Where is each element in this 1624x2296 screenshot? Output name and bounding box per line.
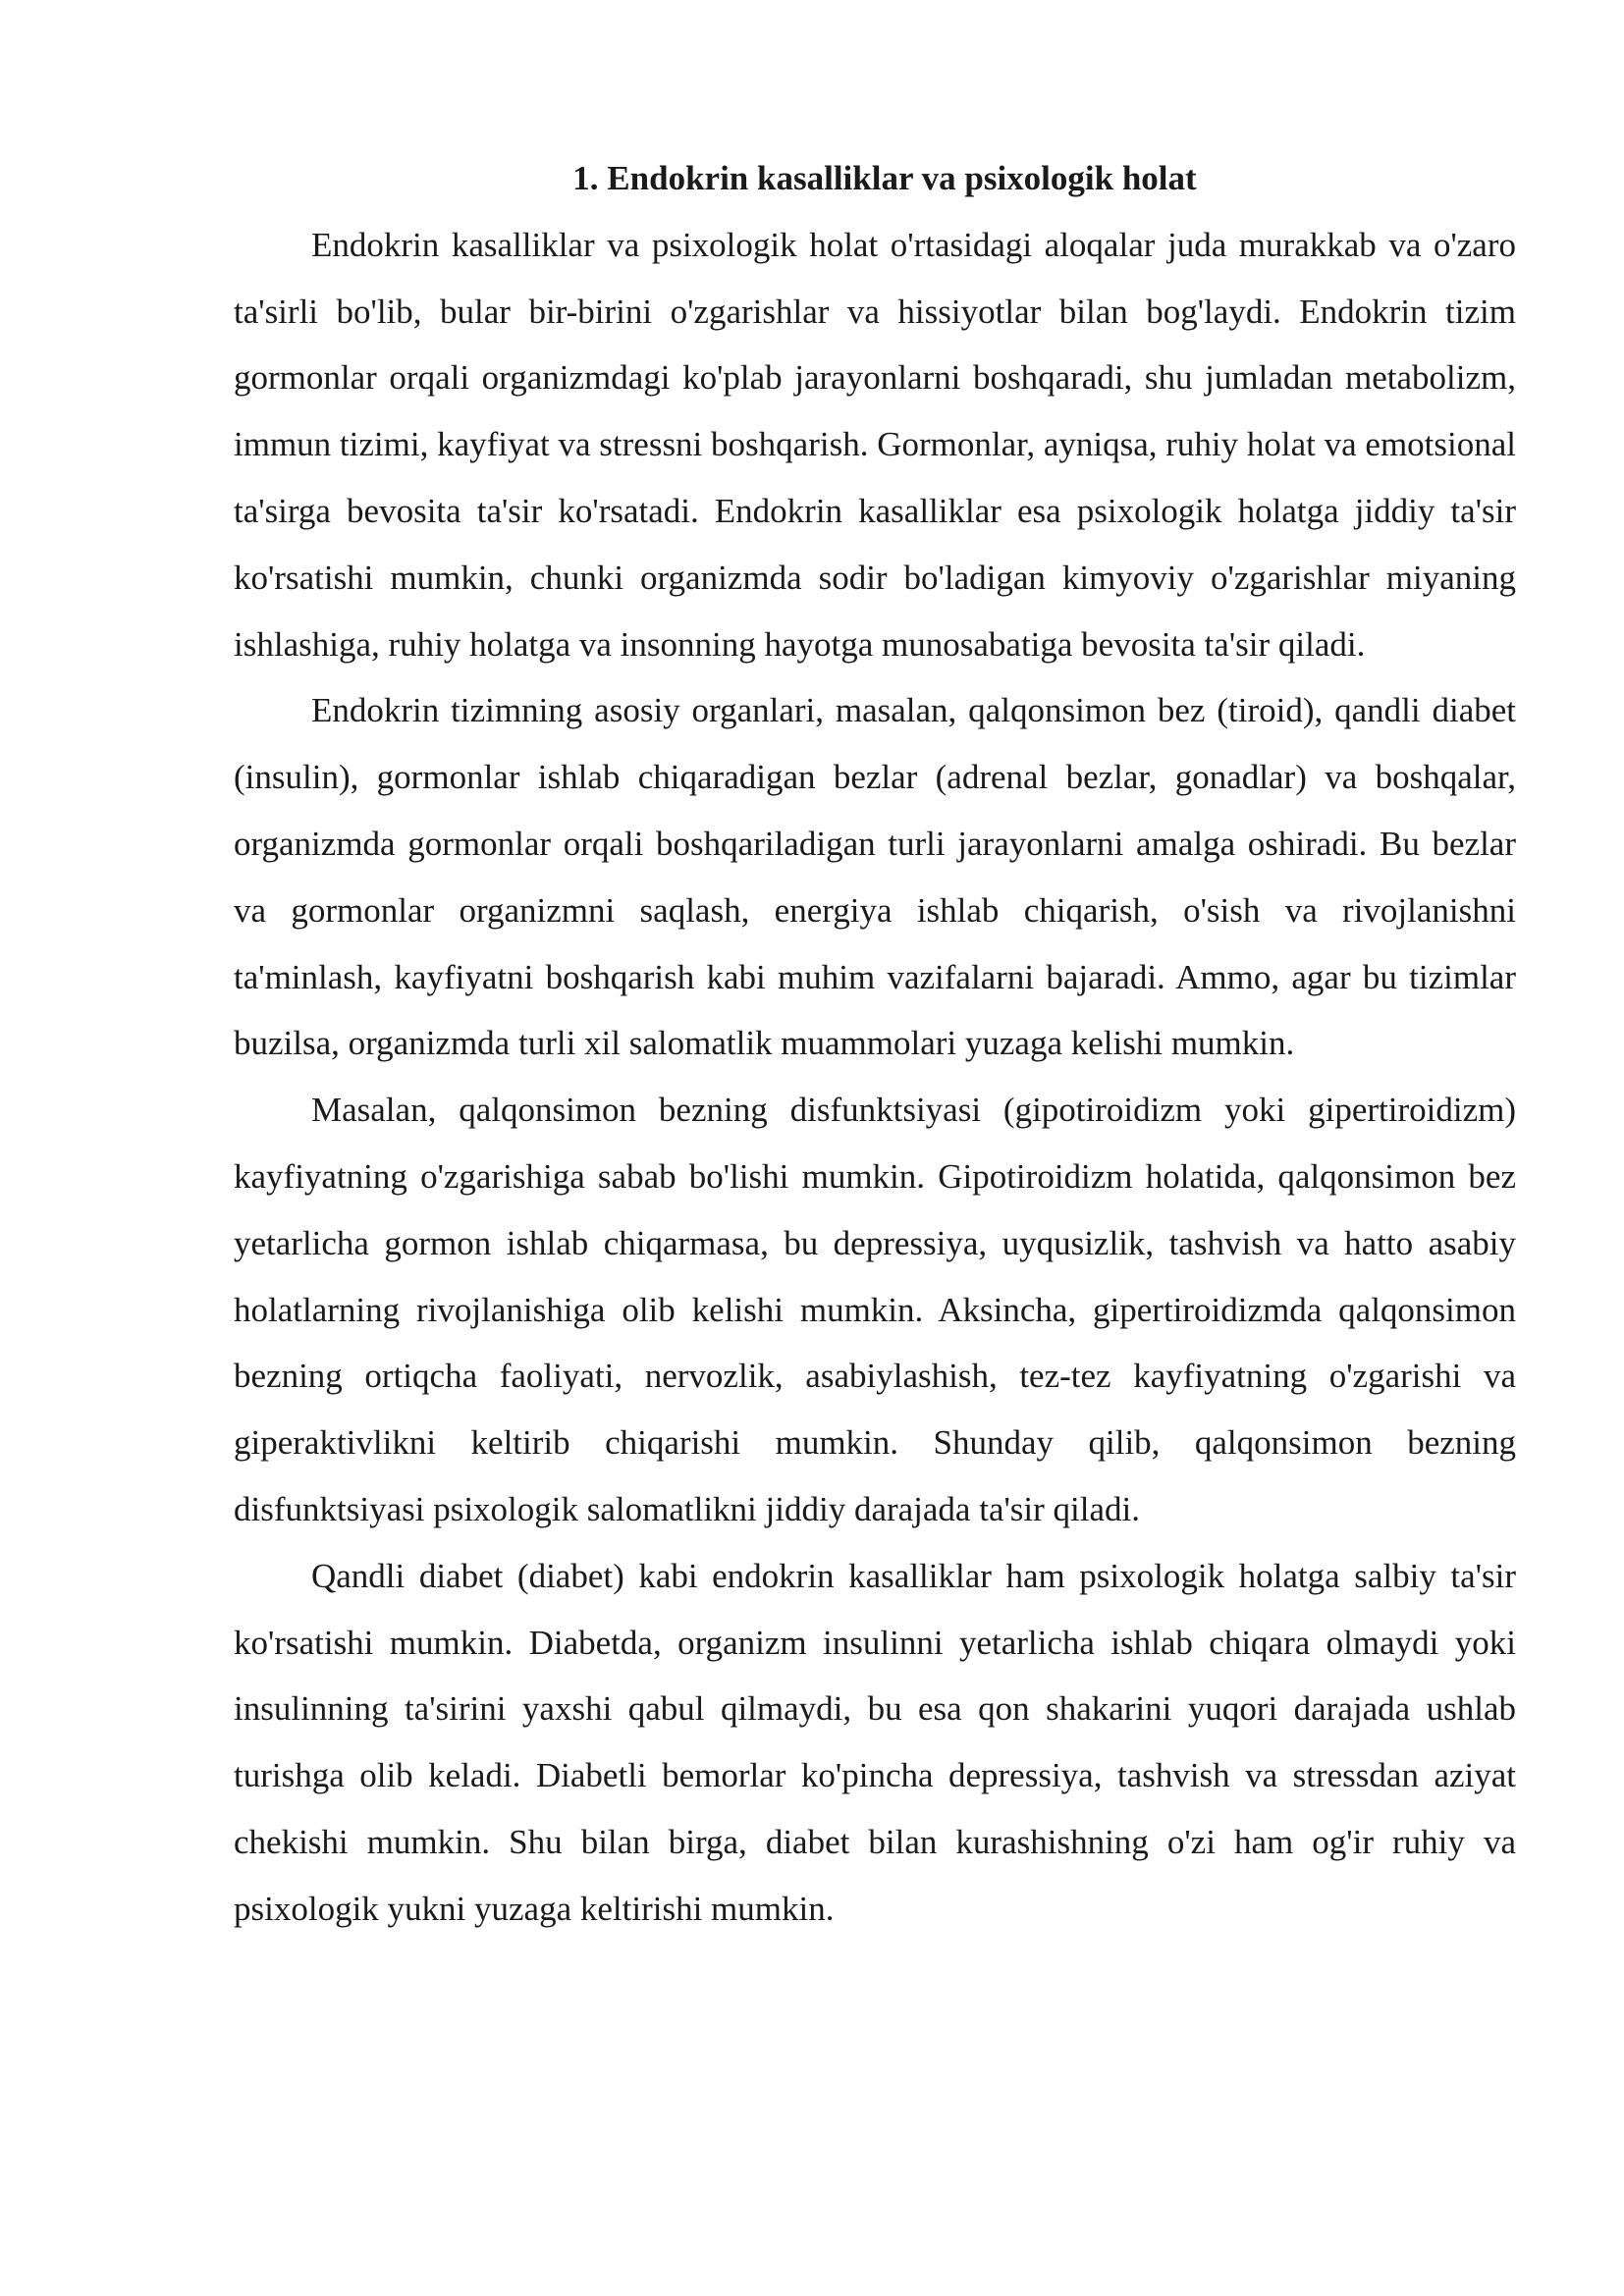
paragraph: Qandli diabet (diabet) kabi endokrin kasalliklar ham psixologik holatga salbiy ta'sir ko'rsatishi mumkin. Diabetda, organizm insulinni yetarlicha ishlab chiqara olmaydi yoki insulinning ta'sirini yaxshi qabul qilmaydi, bu esa qon shakarini yuqori darajada ushlab turishga olib keladi. Diabetli bemorlar ko'pincha depressiya, tashvish va stressdan aziyat chekishi mumkin. Shu bilan birga, diabet bilan kurashishning o'zi ham og'ir ruhiy va psixologik yukni yuzaga keltirishi mumkin. (234, 1556, 1516, 1928)
document-body (234, 145, 1516, 1943)
paragraph: Endokrin kasalliklar va psixologik holat o'rtasidagi aloqalar juda murakkab va o'zaro ta'sirli bo'lib, bular bir-birini o'zgarishlar va hissiyotlar bilan bog'laydi. Endokrin tizim gormonlar orqali organizmdagi ko'plab jarayonlarni boshqaradi, shu jumladan metabolizm, immun tizimi, kayfiyat va stressni boshqarish. Gormonlar, ayniqsa, ruhiy holat va emotsional ta'sirga bevosita ta'sir ko'rsatadi. Endokrin kasalliklar esa psixologik holatga jiddiy ta'sir ko'rsatishi mumkin, chunki organizmda sodir bo'ladigan kimyoviy o'zgarishlar miyaning ishlashiga, ruhiy holatga va insonning hayotga munosabatiga bevosita ta'sir qiladi. (234, 225, 1517, 664)
paragraph: Masalan, qalqonsimon bezning disfunktsiyasi (gipotiroidizm yoki gipertiroidizm) kayfiyatning o'zgarishiga sabab bo'lishi mumkin. Gipotiroidizm holatida, qalqonsimon bez yetarlicha gormon ishlab chiqarmasa, bu depressiya, uyqusizlik, tashvish va hatto asabiy holatlarning rivojlanishiga olib kelishi mumkin. Aksincha, gipertiroidizmda qalqonsimon bezning ortiqcha faoliyati, nervozlik, asabiylashish, tez-tez kayfiyatning o'zgarishi va giperaktivlikni keltirib chiqarishi mumkin. Shunday qilib, qalqonsimon bezning disfunktsiyasi psixologik salomatlikni jiddiy darajada ta'sir qiladi. (234, 1091, 1516, 1528)
section-title: 1. Endokrin kasalliklar va psixologik holat (572, 159, 1197, 197)
paragraph: Endokrin tizimning asosiy organlari, masalan, qalqonsimon bez (tiroid), qandli diabet (insulin), gormonlar ishlab chiqaradigan bezlar (adrenal bezlar, gonadlar) va boshqalar, organizmda gormonlar orqali boshqariladigan turli jarayonlarni amalga oshiradi. Bu bezlar va gormonlar organizmni saqlash, energiya ishlab chiqarish, o'sish va rivojlanishni ta'minlash, kayfiyatni boshqarish kabi muhim vazifalarni bajaradi. Ammo, agar bu tizimlar buzilsa, organizmda turli xil salomatlik muammolari yuzaga kelishi mumkin. (234, 691, 1516, 1063)
